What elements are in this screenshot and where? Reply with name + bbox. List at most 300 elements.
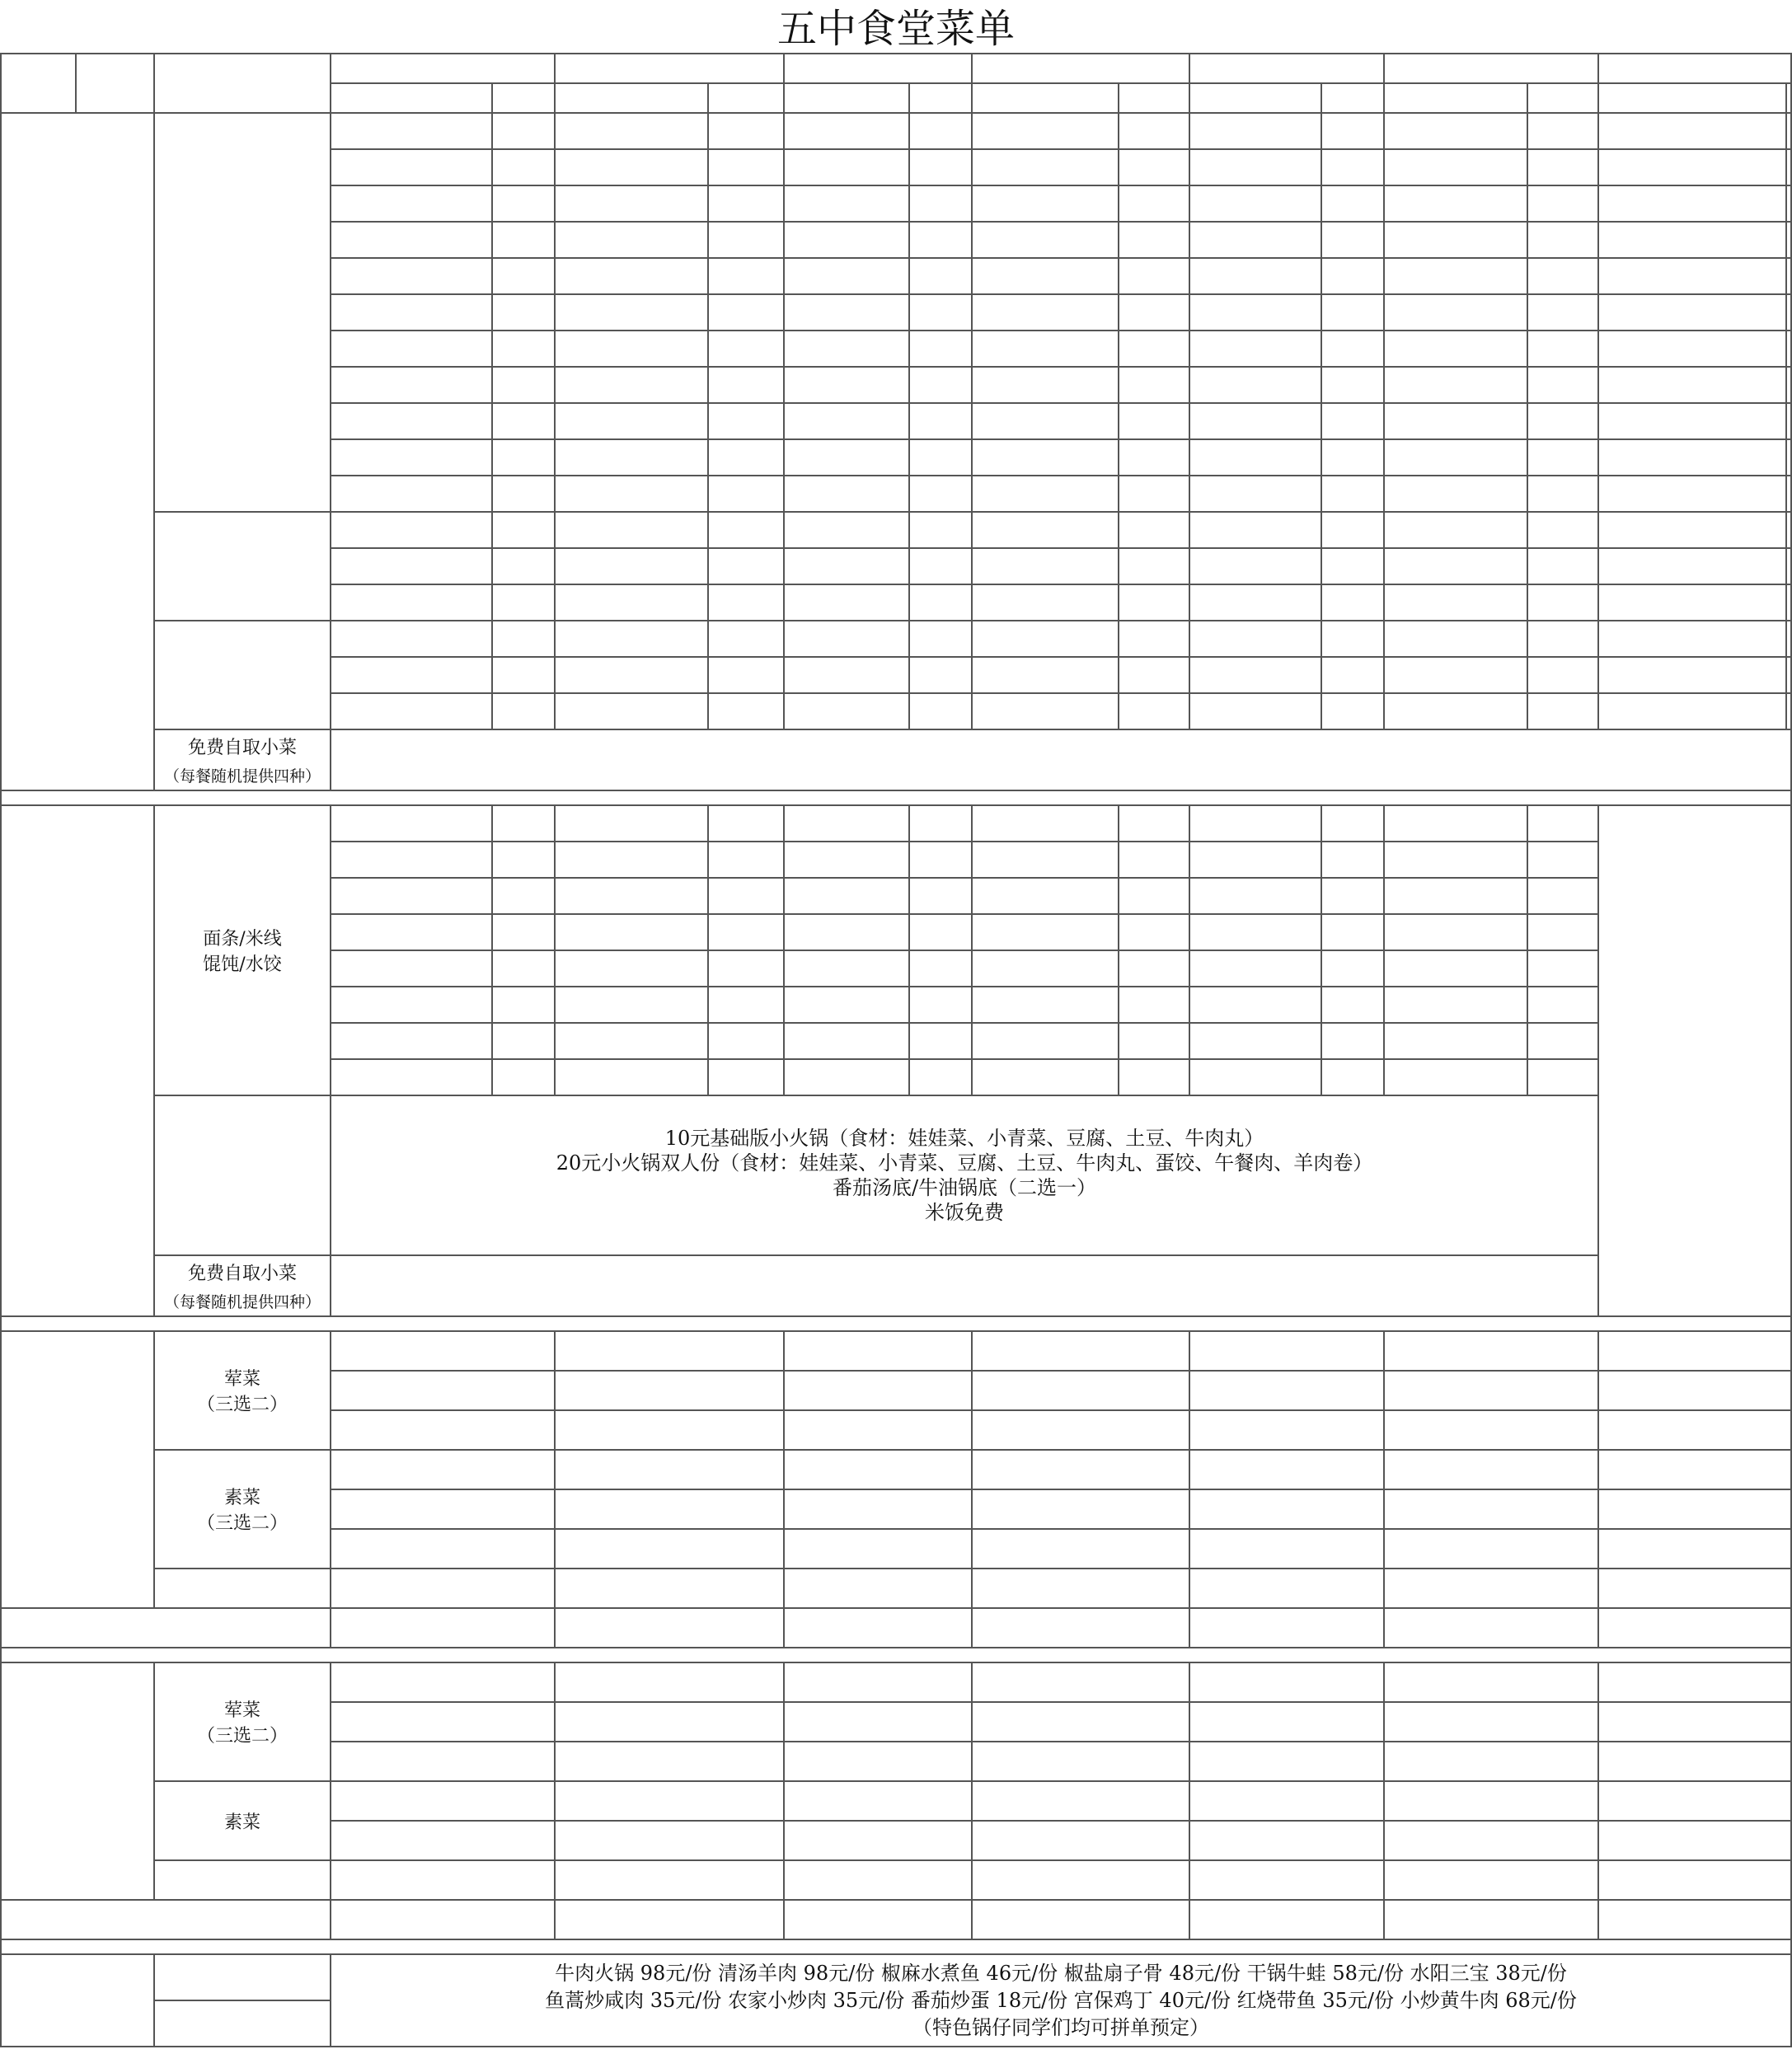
dish-name [1384, 149, 1527, 185]
dish-price [1527, 367, 1598, 403]
dish-name [1384, 222, 1527, 258]
noodle-name [331, 842, 492, 878]
dish-name [1384, 1702, 1598, 1742]
dish-price [708, 439, 784, 476]
noodle-price [909, 914, 972, 950]
special-line: 牛肉火锅 98元/份 清汤羊肉 98元/份 椒麻水煮鱼 46元/份 椒盐扇子骨 48元/份 干锅牛蛙 58元/份 水阳三宝 38元/份 [555, 1961, 1567, 1985]
dish-name [1189, 258, 1321, 294]
noodle-name [1189, 805, 1321, 842]
dish-name [1189, 222, 1321, 258]
noodle-name [1384, 1023, 1527, 1059]
category-title: 素菜 [223, 1488, 260, 1508]
dish-price [1321, 222, 1384, 258]
meal-dinner [1, 1662, 154, 1900]
noodle-name [555, 1059, 708, 1095]
noodle-name [331, 987, 492, 1023]
dish-price [492, 367, 555, 403]
dish-name [972, 367, 1119, 403]
dish-name [1384, 693, 1527, 729]
dish-name [784, 403, 909, 439]
dish-price [1321, 331, 1384, 367]
noodle-row [1, 805, 1791, 842]
dish-name [1189, 1410, 1384, 1450]
dish-name [972, 1702, 1189, 1742]
dish-name [331, 1781, 555, 1821]
dish-name [555, 1450, 784, 1489]
dish-name [1189, 149, 1321, 185]
name-header [784, 83, 909, 113]
dish-price [1119, 657, 1189, 693]
gap-row [1, 1316, 1791, 1331]
dish-price [492, 149, 555, 185]
dish-price [909, 512, 972, 548]
dish-name [784, 1529, 972, 1569]
hotpot-row [1, 1095, 1791, 1255]
category-label [154, 1450, 331, 1569]
budget-dish [555, 1900, 784, 1939]
free-sides-label [154, 1255, 331, 1316]
hotpot-line: 20元小火锅双人份（食材：娃娃菜、小青菜、豆腐、土豆、牛肉丸、蛋饺、午餐肉、羊肉卷） [556, 1151, 1373, 1175]
hotpot-line: 米饭免费 [925, 1201, 1004, 1224]
noodle-price [1321, 950, 1384, 987]
dish-price [1119, 584, 1189, 621]
dish-price [708, 185, 784, 222]
noodle-name [555, 878, 708, 914]
dish-name [784, 1331, 972, 1371]
noodle-price [1321, 1023, 1384, 1059]
dish-name [1384, 439, 1527, 476]
category-note: （三选二） [196, 1395, 288, 1415]
dish-price [909, 222, 972, 258]
noodle-price [909, 805, 972, 842]
dish-price [1119, 403, 1189, 439]
dish-price [1786, 258, 1791, 294]
budget-dish [1189, 1900, 1384, 1939]
noodle-name [972, 878, 1119, 914]
dish-price [492, 657, 555, 693]
dish-name [972, 1331, 1189, 1371]
dish-name [1189, 185, 1321, 222]
dish-name [1598, 403, 1786, 439]
dish-name [972, 1450, 1189, 1489]
dish-name [1598, 258, 1786, 294]
dish-name [331, 621, 492, 657]
soup-label [154, 1860, 331, 1900]
meal-breakfast [1, 113, 154, 790]
dish-name [972, 1371, 1189, 1410]
noodle-price [708, 1059, 784, 1095]
noodle-price [1119, 878, 1189, 914]
dish-price [492, 584, 555, 621]
dish-price [492, 476, 555, 512]
noodle-name [331, 878, 492, 914]
soup-name [1598, 1860, 1791, 1900]
noodle-price [909, 1059, 972, 1095]
dish-price [909, 331, 972, 367]
dish-name [1384, 1821, 1598, 1860]
dish-price [492, 258, 555, 294]
noodle-name [555, 950, 708, 987]
dish-price [1119, 367, 1189, 403]
hall-header [76, 54, 154, 113]
dish-name [331, 1821, 555, 1860]
noodle-name [1384, 987, 1527, 1023]
sunday-note [1598, 805, 1791, 1316]
dish-price [909, 621, 972, 657]
category-note: （三选二） [196, 1513, 288, 1534]
dish-name [331, 1489, 555, 1529]
day-header [1598, 54, 1791, 83]
spacer [1, 790, 1791, 805]
dish-name [1384, 258, 1527, 294]
dish-name [784, 1821, 972, 1860]
noodle-name [331, 805, 492, 842]
dish-price [1786, 403, 1791, 439]
dish-price [909, 693, 972, 729]
dish-name [784, 367, 909, 403]
dish-name [1189, 621, 1321, 657]
dish-name [555, 476, 708, 512]
noodle-price [492, 914, 555, 950]
noodle-price [492, 1059, 555, 1095]
dish-name [784, 657, 909, 693]
noodle-price [1321, 878, 1384, 914]
dish-price [1786, 331, 1791, 367]
dish-price [708, 294, 784, 331]
dish-name [555, 1821, 784, 1860]
dish-price [708, 621, 784, 657]
category-label [154, 1781, 331, 1860]
dish-name [1598, 1662, 1791, 1702]
dish-name [555, 294, 708, 331]
dish-name [555, 1331, 784, 1371]
noodle-price [708, 805, 784, 842]
dish-price [1321, 584, 1384, 621]
noodle-price [1119, 950, 1189, 987]
noodle-price [492, 950, 555, 987]
dish-price [1119, 476, 1189, 512]
dish-name [1598, 657, 1786, 693]
dish-name [1189, 1529, 1384, 1569]
dish-name [1384, 367, 1527, 403]
dish-name [1189, 331, 1321, 367]
name-header [1189, 83, 1321, 113]
dish-name [784, 149, 909, 185]
category-label [154, 512, 331, 621]
dish-name [1189, 693, 1321, 729]
dish-name [331, 1662, 555, 1702]
category-title: 荤菜 [223, 1700, 260, 1721]
dish-price [708, 367, 784, 403]
dish-name [555, 621, 708, 657]
dish-name [1598, 476, 1786, 512]
dish-price [1527, 222, 1598, 258]
dish-name [784, 621, 909, 657]
noodle-price [909, 987, 972, 1023]
noodle-name [972, 842, 1119, 878]
dish-name [1598, 185, 1786, 222]
page-title: 五中食堂菜单 [776, 6, 1015, 52]
noodle-name [784, 878, 909, 914]
dish-price [1786, 657, 1791, 693]
noodle-price [708, 1023, 784, 1059]
budget-dish [972, 1608, 1189, 1648]
dish-name [1384, 1450, 1598, 1489]
noodle-price [1527, 1059, 1598, 1095]
dish-name [784, 222, 909, 258]
dish-name [972, 1781, 1189, 1821]
dish-price [1119, 693, 1189, 729]
dish-price [909, 476, 972, 512]
dish-price [708, 113, 784, 149]
category-header [154, 54, 331, 113]
dish-name [331, 113, 492, 149]
noodle-name [331, 1059, 492, 1095]
dish-name [1384, 1662, 1598, 1702]
dish-name [331, 1702, 555, 1742]
dish-price [492, 294, 555, 331]
dish-price [708, 403, 784, 439]
dish-name [555, 439, 708, 476]
noodle-price [1119, 805, 1189, 842]
dish-name [331, 476, 492, 512]
dinner-row [1, 1662, 1791, 1702]
dish-name [784, 294, 909, 331]
dish-name [331, 693, 492, 729]
breakfast-row [1, 512, 1791, 548]
dish-price [1527, 476, 1598, 512]
soup-name [1598, 1569, 1791, 1608]
dish-name [1384, 1529, 1598, 1569]
dish-price [1786, 693, 1791, 729]
dish-price [1786, 222, 1791, 258]
free-sides-list [331, 1255, 1598, 1316]
dish-name [1384, 548, 1527, 584]
budget-dish [972, 1900, 1189, 1939]
noodle-price [492, 805, 555, 842]
dish-name [1189, 1331, 1384, 1371]
noodle-name [784, 805, 909, 842]
day-header [555, 54, 784, 83]
dish-name [331, 512, 492, 548]
lunch-budget-row [1, 1608, 1791, 1648]
dish-name [331, 1529, 555, 1569]
dish-name [1384, 1371, 1598, 1410]
noodle-label-line: 面条/米线 [203, 929, 282, 950]
dish-name [1598, 439, 1786, 476]
budget-dish [1189, 1608, 1384, 1648]
noodle-price [1119, 842, 1189, 878]
noodle-price [492, 842, 555, 878]
soup-name [784, 1569, 972, 1608]
dish-name [331, 657, 492, 693]
dish-price [909, 584, 972, 621]
dinner-budget-row [1, 1900, 1791, 1939]
dish-price [1786, 367, 1791, 403]
specialty-free-row [1, 1255, 1791, 1316]
dish-price [1321, 403, 1384, 439]
dish-name [1189, 476, 1321, 512]
dish-price [1321, 657, 1384, 693]
dish-name [331, 584, 492, 621]
dish-name [1598, 1821, 1791, 1860]
name-header [555, 83, 708, 113]
noodle-name [1189, 1059, 1321, 1095]
dish-price [1321, 476, 1384, 512]
noodle-price [909, 878, 972, 914]
dish-name [1189, 1450, 1384, 1489]
dish-name [331, 403, 492, 439]
dish-name [972, 621, 1119, 657]
dish-name [1598, 693, 1786, 729]
dish-price [909, 367, 972, 403]
category-label [154, 621, 331, 729]
meal-lunch [1, 1331, 154, 1608]
dish-name [972, 584, 1119, 621]
noodle-name [1189, 987, 1321, 1023]
spacer [1, 1939, 1791, 1954]
meal-specialty [1, 805, 154, 1316]
name-header [1384, 83, 1527, 113]
dish-price [492, 185, 555, 222]
dish-name [555, 1702, 784, 1742]
dish-name [555, 149, 708, 185]
noodle-name [972, 1023, 1119, 1059]
noodle-name [784, 1059, 909, 1095]
dish-name [1384, 185, 1527, 222]
noodle-name [784, 842, 909, 878]
day-header [784, 54, 972, 83]
free-sides-note: （每餐随机提供四种） [163, 1293, 321, 1311]
noodle-price [708, 950, 784, 987]
dish-price [909, 657, 972, 693]
noodle-name [331, 914, 492, 950]
name-header [1598, 83, 1786, 113]
special-label [154, 2000, 331, 2047]
budget-dish [331, 1608, 555, 1648]
dish-name [555, 113, 708, 149]
dish-price [1119, 222, 1189, 258]
free-sides-list [331, 729, 1791, 790]
dish-name [1598, 294, 1786, 331]
noodle-name [972, 1059, 1119, 1095]
name-header [331, 83, 492, 113]
dish-name [784, 331, 909, 367]
day-header [1384, 54, 1598, 83]
dinner-soup-row [1, 1860, 1791, 1900]
dish-price [708, 548, 784, 584]
noodle-label-line: 馄饨/水饺 [203, 954, 282, 975]
dish-price [708, 584, 784, 621]
dish-name [331, 548, 492, 584]
dish-name [331, 1371, 555, 1410]
dish-price [1786, 584, 1791, 621]
price-header [708, 83, 784, 113]
budget-dish [555, 1608, 784, 1648]
breakfast-row [1, 621, 1791, 657]
dish-price [492, 331, 555, 367]
hotpot-label [154, 1095, 331, 1255]
dish-price [708, 331, 784, 367]
soup-label [154, 1569, 331, 1608]
day-header [331, 54, 555, 83]
soup-name [331, 1569, 555, 1608]
dish-price [909, 439, 972, 476]
meal-header [1, 54, 76, 113]
dish-price [1321, 512, 1384, 548]
dish-name [1598, 1450, 1791, 1489]
spacer [1, 1316, 1791, 1331]
price-header [492, 83, 555, 113]
dish-name [555, 403, 708, 439]
dish-name [1598, 1781, 1791, 1821]
noodle-price [492, 1023, 555, 1059]
noodle-name [1189, 914, 1321, 950]
dish-name [1189, 1371, 1384, 1410]
dish-name [1189, 657, 1321, 693]
dish-price [1527, 548, 1598, 584]
dish-name [784, 439, 909, 476]
noodle-price [909, 1023, 972, 1059]
soup-name [555, 1860, 784, 1900]
dish-name [784, 693, 909, 729]
dish-name [1384, 584, 1527, 621]
dish-price [1786, 294, 1791, 331]
dish-price [1119, 294, 1189, 331]
dish-name [784, 1489, 972, 1529]
dish-name [331, 149, 492, 185]
dish-name [972, 1742, 1189, 1781]
category-label [154, 113, 331, 512]
dish-name [784, 1702, 972, 1742]
dish-price [492, 693, 555, 729]
dish-name [1384, 294, 1527, 331]
noodle-price [1321, 842, 1384, 878]
dish-price [492, 113, 555, 149]
dish-price [492, 403, 555, 439]
dish-name [784, 1450, 972, 1489]
category-title: 素菜 [223, 1812, 260, 1833]
dish-price [492, 512, 555, 548]
dish-name [784, 1410, 972, 1450]
special-dishes [331, 1954, 1791, 2047]
dish-price [909, 185, 972, 222]
dish-price [1786, 185, 1791, 222]
budget-dish [1384, 1900, 1598, 1939]
meal-special [1, 1954, 154, 2047]
noodle-price [708, 987, 784, 1023]
budget-dish [784, 1900, 972, 1939]
budget-dish [1598, 1608, 1791, 1648]
dish-name [1384, 621, 1527, 657]
dish-price [1786, 439, 1791, 476]
dish-name [555, 1371, 784, 1410]
dish-name [555, 657, 708, 693]
noodle-price [1527, 987, 1598, 1023]
noodle-name [331, 1023, 492, 1059]
noodle-price [1321, 805, 1384, 842]
dish-name [972, 331, 1119, 367]
noodle-name [555, 1023, 708, 1059]
noodle-price [708, 914, 784, 950]
dish-name [972, 693, 1119, 729]
dish-name [555, 1662, 784, 1702]
noodle-price [1527, 1023, 1598, 1059]
dish-name [1598, 1702, 1791, 1742]
gap-row [1, 790, 1791, 805]
noodle-price [492, 878, 555, 914]
dish-name [1384, 1410, 1598, 1450]
